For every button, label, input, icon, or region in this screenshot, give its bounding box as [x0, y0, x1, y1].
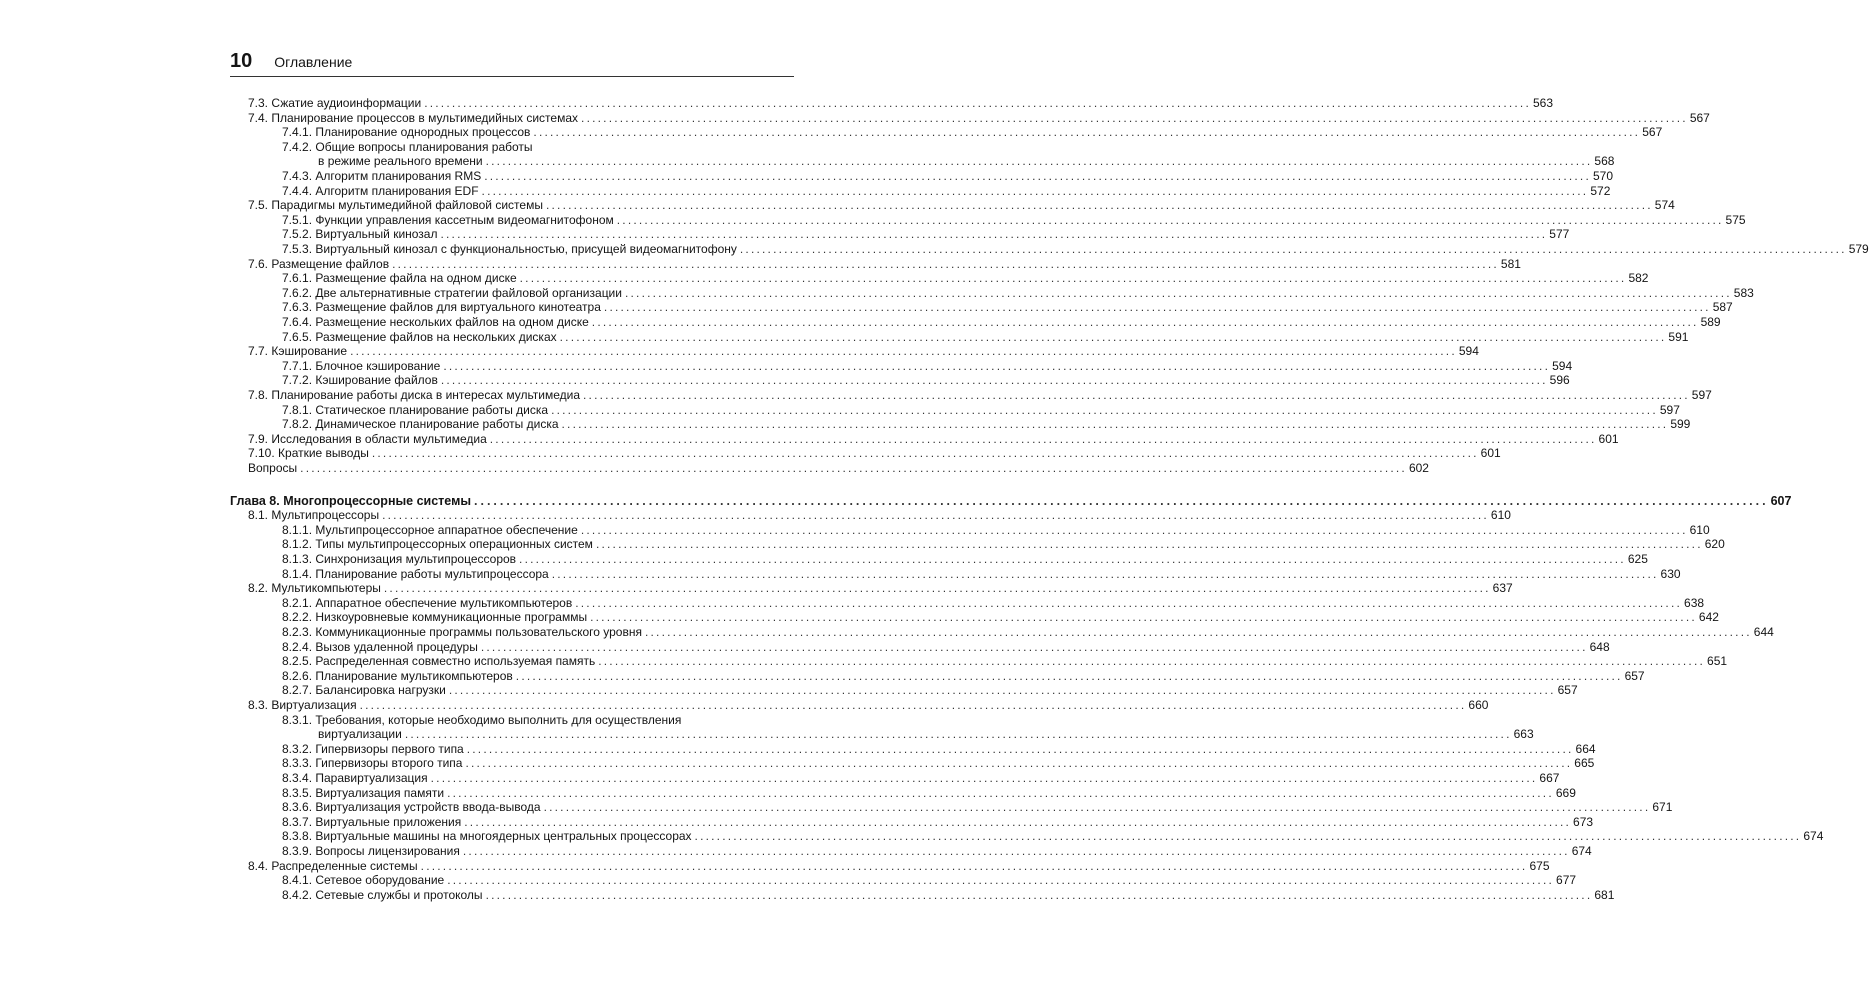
toc-entry — [0, 358, 1573, 374]
toc-entry-page: 575 — [1725, 212, 1746, 227]
toc-entry-line — [282, 785, 1576, 801]
toc-entry-line — [230, 493, 1792, 509]
toc-entry — [0, 270, 1649, 286]
toc-entry-page: 591 — [1668, 329, 1689, 344]
toc-entry-page: 677 — [1556, 873, 1577, 888]
toc-leader-dots: ........................................................................................................................................................................................................ — [462, 844, 1570, 858]
toc-leader-dots: ........................................................................................................................................................................................................ — [583, 388, 1690, 402]
toc-leader-dots: ........................................................................................................................................................................................................ — [616, 212, 1724, 227]
toc-entry-label: 8.4.1. Сетевое оборудование — [282, 873, 445, 888]
toc-entry-line — [248, 580, 1513, 596]
toc-entry — [0, 416, 1691, 432]
page-number: 10 — [230, 50, 253, 72]
toc-entry-line — [282, 226, 1570, 242]
toc-entry-line — [282, 682, 1578, 698]
toc-entry-label: 8.4. Распределенные системы — [248, 858, 418, 873]
toc-entry-line — [248, 858, 1550, 874]
toc-entry — [0, 285, 1754, 301]
toc-entry-line — [282, 624, 1774, 640]
toc-entry — [0, 653, 1728, 669]
toc-entry-page: 671 — [1652, 800, 1673, 815]
toc-entry-line — [282, 595, 1705, 611]
toc-entry-line — [282, 314, 1721, 330]
toc-entry-page: 620 — [1704, 537, 1725, 552]
toc-entry-page: 664 — [1575, 741, 1596, 756]
toc-leader-dots: ........................................................................................................................................................................................................ — [595, 537, 1703, 552]
toc-entry-page: 673 — [1573, 814, 1594, 829]
toc-entry-line — [282, 828, 1824, 844]
toc-entry — [0, 566, 1681, 582]
toc-entry — [0, 872, 1577, 888]
toc-entry-line — [248, 343, 1479, 359]
toc-leader-dots: ........................................................................................................................................................................................................ — [590, 610, 1697, 625]
toc-entry-label: 7.4.2. Общие вопросы планирования работы — [282, 139, 533, 154]
toc-entry-label: 8.1. Мультипроцессоры — [248, 508, 380, 523]
toc-leader-dots: ........................................................................................................................................................................................................ — [420, 858, 1528, 873]
toc-entry-page: 568 — [1594, 154, 1615, 169]
toc-entry-page: 579 — [1848, 242, 1869, 256]
toc-entry-line — [282, 639, 1610, 655]
toc-entry-label: 8.1.2. Типы мультипроцессорных операционных систем — [282, 537, 593, 552]
toc-entry-line — [282, 416, 1691, 432]
toc-entry — [0, 329, 1689, 345]
toc-entry — [0, 828, 1824, 844]
toc-entry-line — [318, 153, 1615, 169]
toc-leader-dots: ........................................................................................................................................................................................................ — [533, 125, 1641, 140]
toc-entry-page: 596 — [1549, 373, 1570, 388]
toc-entry-label: виртуализации — [318, 727, 402, 742]
toc-leader-dots: ........................................................................................................................................................................................................ — [464, 814, 1572, 829]
toc-leader-dots: ........................................................................................................................................................................................................ — [545, 198, 1653, 213]
toc-entry-label: 7.5.3. Виртуальный кинозал с функциональностью, присущей видеомагнитофону — [282, 242, 737, 256]
toc-entry-line — [282, 799, 1673, 815]
toc-entry-page: 625 — [1627, 552, 1648, 566]
toc-leader-dots: ........................................................................................................................................................................................................ — [489, 431, 1597, 446]
toc-entry-label: 7.7.1. Блочное кэширование — [282, 358, 441, 373]
toc-entry-page: 594 — [1458, 344, 1479, 359]
toc-leader-dots: ........................................................................................................................................................................................................ — [580, 522, 1688, 537]
toc-entry-label: 7.9. Исследования в области мультимедиа — [248, 431, 487, 446]
toc-entry — [0, 387, 1712, 403]
toc-entry — [0, 639, 1610, 655]
toc-entry-line — [248, 697, 1489, 713]
toc-entry-label: 8.2.6. Планирование мультикомпьютеров — [282, 668, 513, 683]
toc-entry-label: 8.2.2. Низкоуровневые коммуникационные программы — [282, 610, 588, 625]
toc-entry-page: 681 — [1594, 887, 1615, 902]
toc-entry — [0, 299, 1733, 315]
toc-entry-label: 8.3.2. Гипервизоры первого типа — [282, 741, 464, 756]
toc-entry — [0, 445, 1501, 461]
toc-entry-label: 7.4.4. Алгоритм планирования EDF — [282, 183, 479, 198]
toc-leader-dots: ........................................................................................................................................................................................................ — [644, 625, 1752, 639]
toc-leader-dots: ........................................................................................................................................................................................................ — [359, 698, 1467, 712]
toc-entry — [0, 256, 1521, 272]
toc-leader-dots: ........................................................................................................................................................................................................ — [392, 256, 1499, 271]
toc-entry — [0, 755, 1595, 771]
toc-entry-page: 642 — [1698, 610, 1719, 625]
toc-leader-dots: ........................................................................................................................................................................................................ — [551, 402, 1658, 417]
toc-chapter — [0, 493, 1792, 509]
toc-entry — [0, 858, 1550, 874]
toc-leader-dots: ........................................................................................................................................................................................................ — [466, 741, 1574, 756]
toc-leader-dots: ........................................................................................................................................................................................................ — [404, 727, 1512, 742]
toc-entry-line — [282, 566, 1681, 582]
toc-leader-dots: ........................................................................................................................................................................................................ — [382, 508, 1489, 523]
toc-leader-dots: ........................................................................................................................................................................................................ — [465, 756, 1573, 771]
toc-entry-line — [282, 741, 1596, 757]
toc-entry — [0, 712, 1000, 728]
toc-leader-dots: ........................................................................................................................................................................................................ — [519, 271, 1627, 286]
toc-leader-dots: ........................................................................................................................................................................................................ — [694, 829, 1802, 844]
toc-entry-line — [282, 668, 1645, 684]
toc-entry-label: 7.6.2. Две альтернативные стратегии файловой организации — [282, 285, 622, 300]
toc-leader-dots: ........................................................................................................................................................................................................ — [559, 329, 1667, 344]
toc-entry-page: 582 — [1628, 271, 1649, 286]
toc-entry-label: 7.6. Размещение файлов — [248, 256, 390, 271]
toc-entry-line — [248, 95, 1554, 111]
toc-entry-line — [282, 712, 792, 728]
toc-entry-label: 8.3.9. Вопросы лицензирования — [282, 844, 460, 858]
toc-entry-label: 7.6.1. Размещение файла на одном диске — [282, 271, 517, 286]
toc-leader-dots: ........................................................................................................................................................................................................ — [350, 344, 1457, 359]
toc-leader-dots: ........................................................................................................................................................................................................ — [443, 358, 1551, 373]
toc-entry-label: 7.5.2. Виртуальный кинозал — [282, 227, 438, 242]
toc-entry — [0, 536, 1725, 552]
toc-entry-page: 644 — [1753, 625, 1774, 639]
toc-entry — [0, 843, 1592, 859]
toc-entry-label: Глава 8. Многопроцессорные системы — [230, 493, 472, 508]
toc-entry-page: 597 — [1691, 388, 1712, 402]
toc-entry-label: 8.3.7. Виртуальные приложения — [282, 814, 462, 829]
toc-entry-label: 7.7. Кэширование — [248, 344, 348, 359]
toc-leader-dots: ........................................................................................................................................................................................................ — [739, 242, 1847, 256]
toc-entry-page: 577 — [1549, 227, 1570, 242]
toc-leader-dots: ........................................................................................................................................................................................................ — [484, 169, 1591, 183]
toc-entry — [0, 609, 1719, 625]
toc-entry-line — [282, 299, 1733, 315]
toc-entry-page: 599 — [1670, 417, 1691, 432]
toc-entry — [0, 770, 1560, 786]
toc-entry-label: 7.4. Планирование процессов в мультимедийных системах — [248, 110, 579, 125]
toc-entry-line — [282, 358, 1573, 374]
toc-entry-line — [248, 431, 1619, 447]
toc-entry — [0, 197, 1675, 213]
toc-entry-label: 8.3.1. Требования, которые необходимо выполнить для осуществления — [282, 712, 682, 727]
toc-entry-label: 7.10. Краткие выводы — [248, 446, 369, 461]
toc-entry-page: 637 — [1492, 581, 1513, 596]
toc-entry-label: 7.4.1. Планирование однородных процессов — [282, 125, 531, 140]
toc-leader-dots: ........................................................................................................................................................................................................ — [485, 887, 1593, 902]
toc-entry — [0, 697, 1489, 713]
toc-entry-page: 601 — [1598, 431, 1619, 446]
toc-entry-line — [282, 609, 1719, 625]
toc-entry-line — [282, 653, 1728, 669]
toc-entry-line — [282, 329, 1689, 345]
toc-leader-dots: ........................................................................................................................................................................................................ — [448, 683, 1556, 698]
toc-entry — [0, 682, 1578, 698]
toc-entry-label: 7.3. Сжатие аудиоинформации — [248, 96, 422, 110]
toc-entry-page: 607 — [1770, 493, 1792, 508]
toc-entry-page: 597 — [1659, 402, 1680, 417]
toc-entry — [0, 431, 1619, 447]
toc-entry-line — [248, 197, 1675, 213]
toc-leader-dots: ........................................................................................................................................................................................................ — [603, 300, 1711, 315]
toc-entry-line — [248, 110, 1710, 126]
toc-entry-line — [282, 124, 1663, 140]
toc-entry-label: 7.8.2. Динамическое планирование работы диска — [282, 417, 559, 432]
toc-entry — [0, 726, 1534, 742]
toc-entry-label: 8.2.5. Распределенная совместно используемая память — [282, 654, 596, 669]
toc-entry-line — [282, 522, 1710, 538]
toc-entry — [0, 110, 1710, 126]
toc-entry-label: 8.2. Мультикомпьютеры — [248, 581, 381, 596]
toc-entry-label: 7.5. Парадигмы мультимедийной файловой системы — [248, 198, 543, 213]
toc-entry-label: 8.1.4. Планирование работы мультипроцессора — [282, 566, 549, 581]
toc-entry — [0, 153, 1615, 169]
toc-entry-page: 567 — [1689, 110, 1710, 125]
toc-entry — [0, 624, 1774, 640]
toc-entry — [0, 372, 1570, 388]
running-title: Оглавление — [274, 54, 353, 70]
toc-entry-line — [282, 770, 1560, 786]
toc-leader-dots: ........................................................................................................................................................................................................ — [543, 800, 1651, 815]
toc-entry-page: 674 — [1571, 844, 1592, 858]
toc-entry-label: 7.8.1. Статическое планирование работы диска — [282, 402, 549, 417]
toc-entry — [0, 139, 1000, 155]
toc-leader-dots: ........................................................................................................................................................................................................ — [474, 493, 1769, 508]
toc-leader-dots: ........................................................................................................................................................................................................ — [447, 785, 1554, 800]
toc-entry — [0, 168, 1614, 184]
toc-leader-dots: ........................................................................................................................................................................................................ — [430, 771, 1538, 785]
toc-entry-page: 665 — [1574, 756, 1595, 771]
toc-entry-line — [248, 445, 1501, 461]
toc-entry-label: 8.2.4. Вызов удаленной процедуры — [282, 639, 478, 654]
toc-entry — [0, 460, 1429, 476]
toc-entry-page: 610 — [1689, 522, 1710, 537]
toc-entry-line — [282, 183, 1611, 199]
toc-entry — [0, 507, 1511, 523]
toc-entry-label: 8.2.1. Аппаратное обеспечение мультикомпьютеров — [282, 595, 573, 610]
toc-entry-line — [282, 372, 1570, 388]
toc-entry-line — [282, 843, 1592, 859]
toc-leader-dots: ........................................................................................................................................................................................................ — [519, 552, 1626, 566]
toc-entry-label: 7.6.4. Размещение нескольких файлов на одном диске — [282, 315, 589, 329]
toc-entry-label: 8.3.6. Виртуализация устройств ввода-вывода — [282, 800, 541, 815]
toc-entry-page: 570 — [1593, 169, 1614, 183]
toc-leader-dots: ........................................................................................................................................................................................................ — [551, 566, 1659, 581]
toc-entry-label: в режиме реального времени — [318, 154, 483, 169]
toc-leader-dots: ........................................................................................................................................................................................................ — [383, 581, 1491, 596]
toc-entry-page: 589 — [1700, 315, 1721, 329]
toc-entry-page: 602 — [1408, 461, 1429, 475]
toc-entry-label: 7.8. Планирование работы диска в интересах мультимедиа — [248, 388, 580, 402]
toc-entry-page: 648 — [1589, 639, 1610, 654]
toc-entry-label: 8.2.7. Балансировка нагрузки — [282, 683, 446, 698]
toc-entry-line — [282, 551, 1648, 567]
toc-entry-page: 563 — [1533, 96, 1554, 110]
toc-entry-label: 8.3.5. Виртуализация памяти — [282, 785, 445, 800]
toc-leader-dots: ........................................................................................................................................................................................................ — [515, 668, 1623, 683]
toc-entry-page: 572 — [1590, 183, 1611, 198]
toc-entry — [0, 668, 1645, 684]
toc-entry-line — [282, 270, 1649, 286]
toc-entry-page: 594 — [1552, 358, 1573, 373]
toc-leader-dots: ........................................................................................................................................................................................................ — [447, 873, 1555, 888]
toc-entry-page: 669 — [1555, 785, 1576, 800]
toc-entry — [0, 95, 1554, 111]
toc-entry-label: 8.4.2. Сетевые службы и протоколы — [282, 887, 483, 902]
toc-entry — [0, 314, 1721, 330]
toc-entry — [0, 124, 1663, 140]
toc-entry — [0, 226, 1570, 242]
toc-entry-line — [248, 507, 1511, 523]
toc-entry — [0, 814, 1594, 830]
toc-entry-line — [248, 460, 1429, 476]
toc-entry-line — [318, 726, 1534, 742]
toc-entry-line — [282, 814, 1594, 830]
toc-entry-page: 667 — [1539, 771, 1560, 785]
toc-entry-label: 8.3.8. Виртуальные машины на многоядерных центральных процессорах — [282, 829, 692, 844]
toc-entry-label: 7.7.2. Кэширование файлов — [282, 373, 438, 388]
toc-entry-page: 675 — [1529, 858, 1550, 873]
toc-entry-page: 630 — [1660, 566, 1681, 581]
toc-entry-label: 7.4.3. Алгоритм планирования RMS — [282, 169, 482, 183]
toc-entry-line — [282, 887, 1615, 903]
toc-leader-dots: ........................................................................................................................................................................................................ — [598, 654, 1706, 669]
toc-leader-dots: ........................................................................................................................................................................................................ — [424, 96, 1531, 110]
toc-entry-label: Вопросы — [248, 461, 298, 475]
toc-entry-label: 8.2.3. Коммуникационные программы пользовательского уровня — [282, 625, 642, 639]
toc-entry — [0, 183, 1611, 199]
toc-leader-dots: ........................................................................................................................................................................................................ — [440, 373, 1548, 388]
toc-entry — [0, 522, 1710, 538]
toc-entry-page: 610 — [1490, 508, 1511, 523]
toc-entry-line — [282, 212, 1746, 228]
toc-entry-page: 574 — [1654, 198, 1675, 213]
toc-entry-label: 8.3. Виртуализация — [248, 698, 357, 712]
toc-entry — [0, 551, 1648, 567]
toc-entry — [0, 241, 1869, 257]
toc-entry-label: 8.3.3. Гипервизоры второго типа — [282, 756, 463, 771]
toc-entry — [0, 343, 1479, 359]
toc-entry-page: 587 — [1712, 300, 1733, 315]
toc-entry — [0, 212, 1746, 228]
toc-entry-line — [282, 139, 792, 155]
toc-entry-line — [282, 755, 1595, 771]
toc-entry-page: 583 — [1733, 285, 1754, 300]
toc-entry-line — [282, 285, 1754, 301]
toc-entry-label: 7.6.5. Размещение файлов на нескольких дисках — [282, 329, 557, 344]
toc-entry — [0, 580, 1513, 596]
toc-leader-dots: ........................................................................................................................................................................................................ — [481, 183, 1589, 198]
toc-leader-dots: ........................................................................................................................................................................................................ — [440, 227, 1548, 242]
toc-entry-line — [248, 256, 1521, 272]
toc-entry-line — [282, 402, 1680, 418]
toc-leader-dots: ........................................................................................................................................................................................................ — [371, 446, 1479, 461]
toc-leader-dots: ........................................................................................................................................................................................................ — [624, 285, 1732, 300]
toc-entry-line — [282, 536, 1725, 552]
toc-entry-page: 657 — [1557, 683, 1578, 698]
toc-entry-label: 8.1.3. Синхронизация мультипроцессоров — [282, 552, 517, 566]
toc-leader-dots: ........................................................................................................................................................................................................ — [480, 639, 1588, 654]
toc-entry-line — [248, 387, 1712, 403]
toc-entry-page: 651 — [1707, 654, 1728, 669]
toc-entry-label: 7.5.1. Функции управления кассетным видеомагнитофоном — [282, 212, 614, 227]
toc-entry-page: 663 — [1513, 727, 1534, 742]
toc-entry — [0, 887, 1615, 903]
toc-entry-page: 638 — [1684, 595, 1705, 610]
toc-entry-label: 7.6.3. Размещение файлов для виртуального кинотеатра — [282, 300, 601, 315]
toc-entry-line — [282, 872, 1577, 888]
toc-entry-page: 674 — [1803, 829, 1824, 844]
toc-entry-page: 567 — [1642, 125, 1663, 140]
toc-entry-page: 660 — [1468, 698, 1489, 712]
toc-entry-page: 581 — [1500, 256, 1521, 271]
toc-entry-line — [282, 241, 1869, 257]
toc-entry — [0, 799, 1673, 815]
toc-entry-line — [282, 168, 1614, 184]
toc-leader-dots: ........................................................................................................................................................................................................ — [581, 110, 1688, 125]
toc-leader-dots: ........................................................................................................................................................................................................ — [575, 595, 1683, 610]
toc-entry — [0, 741, 1596, 757]
toc-entry — [0, 402, 1680, 418]
toc-entry-label: 8.1.1. Мультипроцессорное аппаратное обеспечение — [282, 522, 578, 537]
toc-entry-label: 8.3.4. Паравиртуализация — [282, 771, 428, 785]
toc-entry-page: 657 — [1624, 668, 1645, 683]
toc-entry — [0, 595, 1705, 611]
toc-leader-dots: ........................................................................................................................................................................................................ — [561, 417, 1669, 432]
toc-leader-dots: ........................................................................................................................................................................................................ — [485, 154, 1593, 169]
toc-entry-page: 601 — [1480, 446, 1501, 461]
toc-leader-dots: ........................................................................................................................................................................................................ — [591, 315, 1699, 329]
toc-leader-dots: ........................................................................................................................................................................................................ — [300, 461, 1407, 475]
toc-entry — [0, 785, 1576, 801]
